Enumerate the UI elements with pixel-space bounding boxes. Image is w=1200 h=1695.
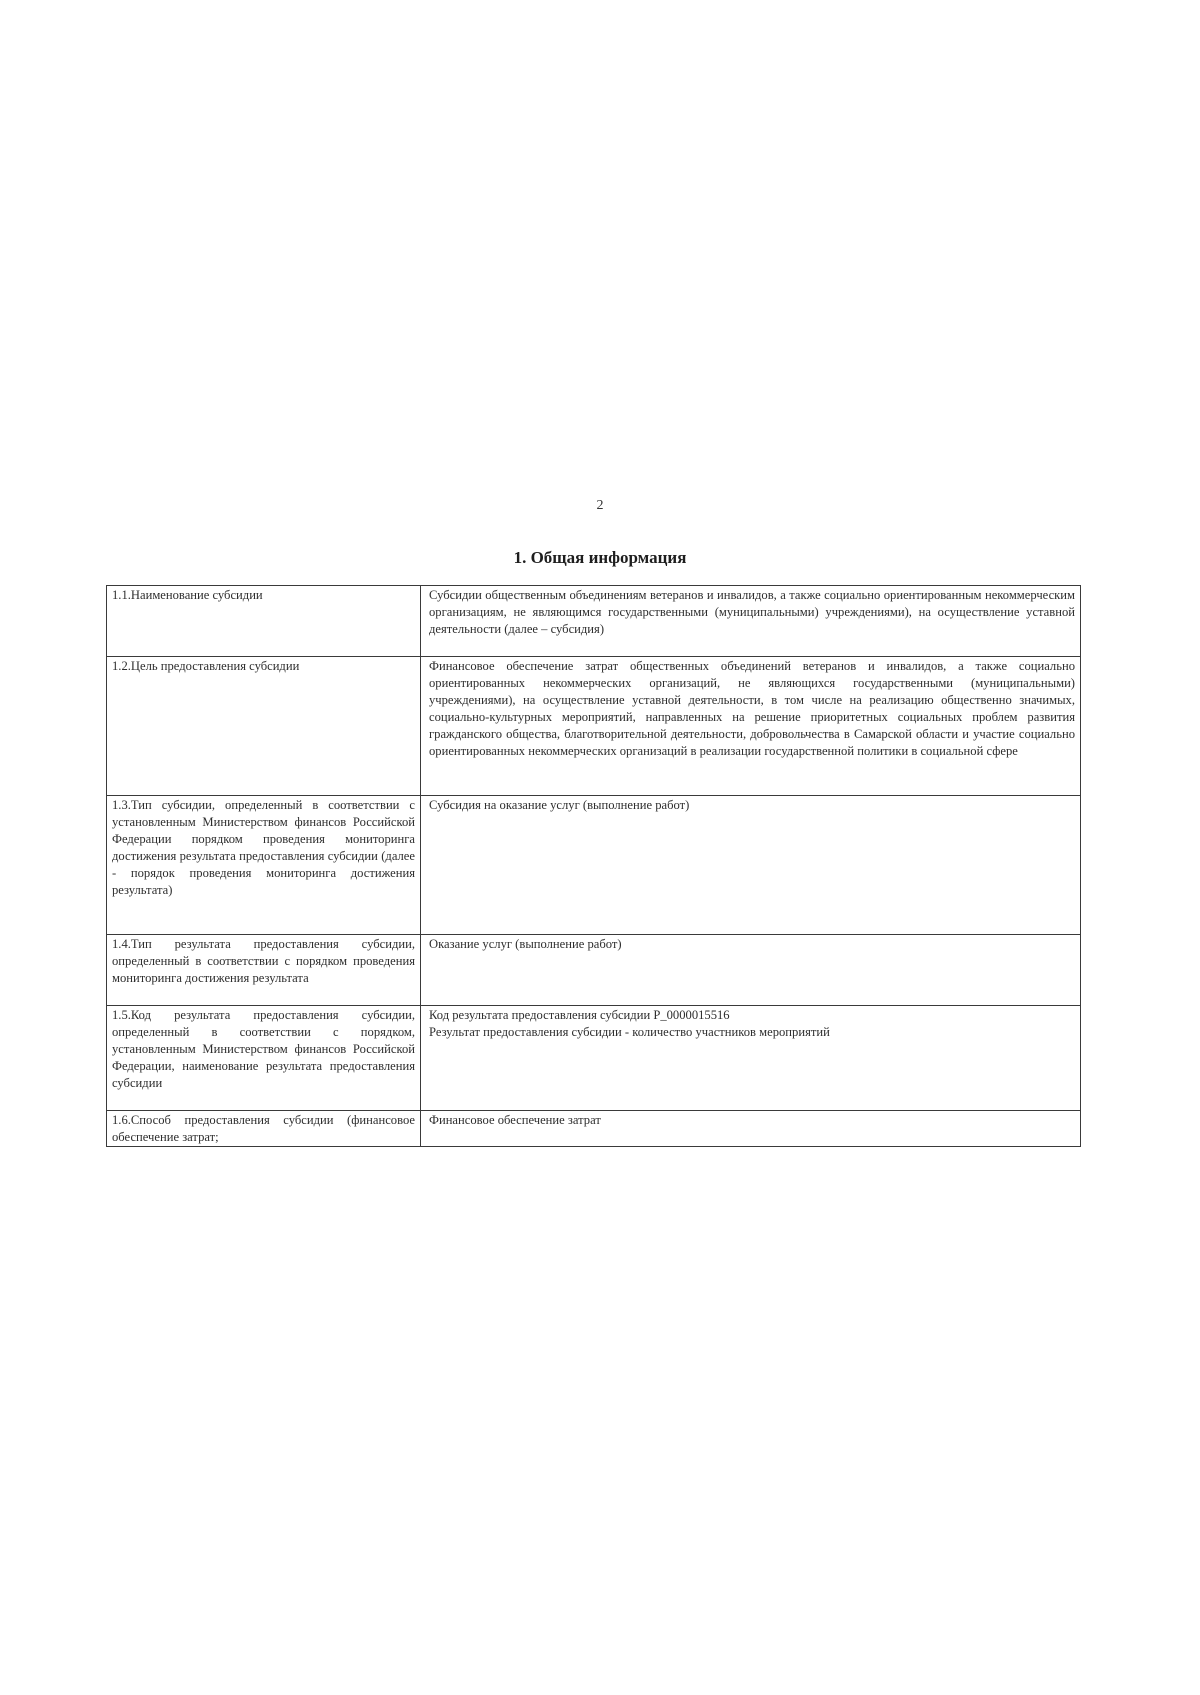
row-label: 1.5.Код результата предоставления субсидии, определенный в соответствии с порядком, установленным Министерством финансов Российской Федерации, наименование результата предоставления субсидии: [107, 1006, 421, 1111]
table-row: [107, 796, 1081, 935]
row-value: Субсидия на оказание услуг (выполнение работ): [421, 796, 1081, 935]
row-label: 1.4.Тип результата предоставления субсидии, определенный в соответствии с порядком проведения мониторинга достижения результата: [107, 935, 421, 1006]
result-name-line: Результат предоставления субсидии - количество участников мероприятий: [429, 1025, 830, 1039]
row-value: Оказание услуг (выполнение работ): [421, 935, 1081, 1006]
section-title: 1. Общая информация: [513, 548, 687, 567]
row-label: 1.2.Цель предоставления субсидии: [107, 657, 421, 796]
row-label: 1.1.Наименование субсидии: [107, 586, 421, 657]
table-row: [107, 1111, 1081, 1147]
row-value: Финансовое обеспечение затрат: [421, 1111, 1081, 1147]
row-value: Финансовое обеспечение затрат общественных объединений ветеранов и инвалидов, а также социально ориентированных некоммерческих организаций, не являющихся государственными (муниципальными) учреждениями), на осуществление уставной деятельности, в том числе на реализацию общественно значимых, социально-культурных мероприятий, направленных на решение приоритетных социальных проблем развития гражданского общества, благотворительной деятельности, добровольчества в Самарской области и участие социально ориентированных некоммерческих организаций в реализации государственной политики в социальной сфере: [421, 657, 1081, 796]
general-info-table: [106, 585, 1081, 1147]
page-number: 2: [596, 498, 604, 513]
table-row: [107, 1006, 1081, 1111]
table-row: [107, 657, 1081, 796]
row-value: Субсидии общественным объединениям ветеранов и инвалидов, а также социально ориентированным некоммерческим организациям, не являющимся государственными (муниципальными) учреждениями), на осуществление уставной деятельности (далее – субсидия): [421, 586, 1081, 657]
row-label: 1.6.Способ предоставления субсидии (финансовое обеспечение затрат;: [107, 1111, 421, 1147]
row-value: [421, 1006, 1081, 1111]
table-row: [107, 586, 1081, 657]
table-row: [107, 935, 1081, 1006]
result-code-line: Код результата предоставления субсидии P_0000015516: [429, 1008, 730, 1022]
row-label: 1.3.Тип субсидии, определенный в соответствии с установленным Министерством финансов Российской Федерации порядком проведения мониторинга достижения результата предоставления субсидии (далее - порядок проведения мониторинга достижения результата): [107, 796, 421, 935]
